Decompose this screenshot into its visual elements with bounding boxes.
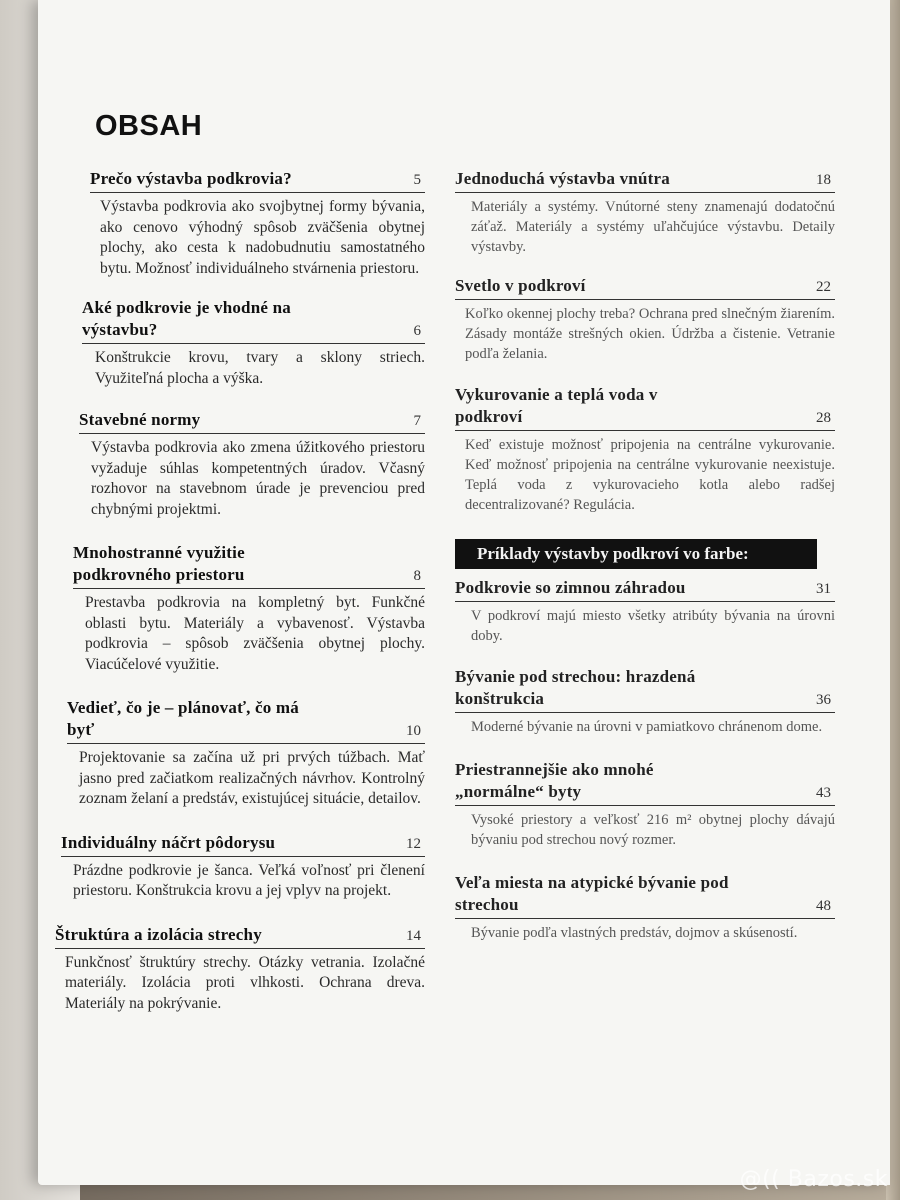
toc-entry-title: Aké podkrovie je vhodné na výstavbu? [82, 298, 291, 339]
toc-entry [455, 759, 835, 850]
toc-entry-head [55, 542, 425, 586]
toc-entry-page: 28 [816, 410, 831, 426]
toc-entry [455, 872, 835, 943]
toc-entry [455, 577, 835, 646]
toc-entry-description: Funkčnosť štruktúry strechy. Otázky vetrania. Izolačné materiály. Izolácia proti vlhkosti. Ochrana dreva. Materiály na pokrývanie. [65, 953, 425, 1012]
toc-entry-title: Štruktúra a izolácia strechy [55, 924, 262, 944]
color-examples-banner: Príklady výstavby podkroví vo farbe: [455, 539, 817, 569]
toc-entry-description: Prázdne podkrovie je šanca. Veľká voľnosť pri členení priestoru. Konštrukcia krovu a jej vplyv na projekt. [73, 861, 425, 899]
divider [82, 343, 425, 344]
toc-entry-head [55, 924, 425, 946]
toc-entry-title: Vykurovanie a teplá voda v podkroví [455, 385, 658, 426]
toc-entry-description: V podkroví majú miesto všetky atribúty bývania na úrovni doby. [471, 608, 835, 644]
toc-entry-head [55, 297, 425, 341]
toc-entry [455, 666, 835, 737]
toc-entry-title: Veľa miesta na atypické bývanie pod strechou [455, 873, 729, 914]
toc-entry-title: Mnohostranné využitie podkrovného priestoru [73, 543, 245, 584]
toc-entry-head [455, 384, 835, 428]
toc-entry-page: 5 [413, 172, 421, 188]
bazos-watermark: @(( Bazos.sk [739, 1167, 888, 1192]
toc-entry-description: Prestavba podkrovia na kompletný byt. Funkčné oblasti bytu. Materiály a vybavenosť. Výstavba podkrovia – spôsob zväčšenia obytnej plochy. Viacúčelové využitie. [85, 594, 425, 673]
toc-entry-page: 12 [406, 835, 421, 852]
toc-entry-page: 8 [413, 568, 421, 584]
toc-entry-page: 7 [413, 413, 421, 429]
toc-entry [55, 297, 425, 389]
toc-left-column [55, 168, 425, 1014]
divider [67, 743, 425, 744]
divider [455, 299, 835, 300]
toc-entry [55, 168, 425, 279]
toc-entry-page: 36 [816, 692, 831, 708]
divider [73, 588, 425, 589]
toc-entry [55, 832, 425, 902]
toc-entry-page: 48 [816, 898, 831, 914]
toc-entry-description: Výstavba podkrovia ako zmena úžitkového priestoru vyžaduje súhlas kompetentných úradov. Včasný rozhovor na stavebnom úrade je prevenciou pred chybnými projektmi. [91, 439, 425, 518]
toc-entry-description: Keď existuje možnosť pripojenia na centrálne vykurovanie. Keď možnosť pripojenia na centrálne vykurovanie neexistuje. Teplá voda z vykurovacieho kotla alebo radšej decentralizované? Regulácia. [465, 437, 835, 513]
divider [55, 948, 425, 949]
divider [455, 918, 835, 919]
toc-entry-head [55, 832, 425, 854]
divider [455, 601, 835, 602]
toc-entry-head [455, 666, 835, 710]
toc-entry-head [455, 275, 835, 297]
toc-entry-title: Podkrovie so zimnou záhradou [455, 578, 686, 597]
toc-entry-page: 43 [816, 785, 831, 801]
toc-entry-title: Svetlo v podkroví [455, 276, 586, 295]
divider [455, 192, 835, 193]
toc-entry-page: 31 [816, 581, 831, 597]
toc-entry-description: Moderné bývanie na úrovni v pamiatkovo chránenom dome. [471, 719, 823, 735]
toc-entry-title: Prečo výstavba podkrovia? [90, 169, 292, 188]
divider [90, 192, 425, 193]
toc-entry [455, 275, 835, 364]
divider [455, 805, 835, 806]
divider [455, 430, 835, 431]
toc-entry-head [455, 872, 835, 916]
toc-entry [55, 542, 425, 675]
toc-entry-title: Bývanie pod strechou: hrazdená konštrukcia [455, 667, 696, 708]
divider [455, 712, 835, 713]
toc-entry-page: 14 [406, 927, 421, 944]
divider [79, 433, 425, 434]
toc-entry [55, 924, 425, 1015]
toc-right-column [455, 168, 835, 943]
toc-entry-head [55, 168, 425, 190]
toc-entry-description: Bývanie podľa vlastných predstáv, dojmov a skúseností. [471, 925, 798, 941]
toc-entry-page: 18 [816, 172, 831, 188]
toc-entry-title: Priestrannejšie ako mnohé „normálne“ byty [455, 760, 654, 801]
divider [61, 856, 425, 857]
toc-entry-page: 6 [413, 323, 421, 339]
toc-entry [455, 168, 835, 257]
toc-entry-description: Projektovanie sa začína už pri prvých túžbach. Mať jasno pred začiatkom realizačných návrhov. Kontrolný zoznam želaní a predstáv, existujúcej situácie, detailov. [79, 749, 425, 807]
toc-entry-title: Stavebné normy [79, 410, 201, 429]
toc-entry-description: Vysoké priestory a veľkosť 216 m² obytnej plochy dávajú bývaniu pod strechou nový rozmer. [471, 812, 835, 848]
toc-entry [55, 409, 425, 520]
toc-entry-page: 22 [816, 279, 831, 295]
toc-entry-title: Jednoduchá výstavba vnútra [455, 169, 670, 188]
toc-entry [55, 697, 425, 810]
toc-entry-description: Výstavba podkrovia ako svojbytnej formy bývania, ako cenovo výhodný spôsob zväčšenia obytnej plochy, ako cesta k nadobudnutiu samostatného bytu. Možnosť individuálneho stvárnenia priestoru. [100, 198, 425, 277]
toc-entry-head [55, 697, 425, 741]
toc-entry-head [55, 409, 425, 431]
toc-entry-title: Individuálny náčrt pôdorysu [61, 832, 276, 852]
toc-entry-title: Vedieť, čo je – plánovať, čo má byť [67, 698, 299, 739]
toc-entry-head [455, 168, 835, 190]
toc-entry [455, 384, 835, 515]
toc-entry-description: Materiály a systémy. Vnútorné steny znamenajú dodatočnú záťaž. Materiály a systémy uľahčujúce výstavbu. Detaily výstavby. [471, 199, 835, 255]
toc-entry-description: Konštrukcie krovu, tvary a sklony striech. Využiteľná plocha a výška. [95, 349, 425, 387]
toc-entry-page: 10 [406, 723, 421, 739]
toc-entry-head [455, 577, 835, 599]
page-title: OBSAH [95, 110, 203, 142]
toc-entry-description: Koľko okennej plochy treba? Ochrana pred slnečným žiarením. Zásady montáže strešných okien. Údržba a čistenie. Vetranie podľa želania. [465, 306, 835, 362]
toc-entry-head [455, 759, 835, 803]
